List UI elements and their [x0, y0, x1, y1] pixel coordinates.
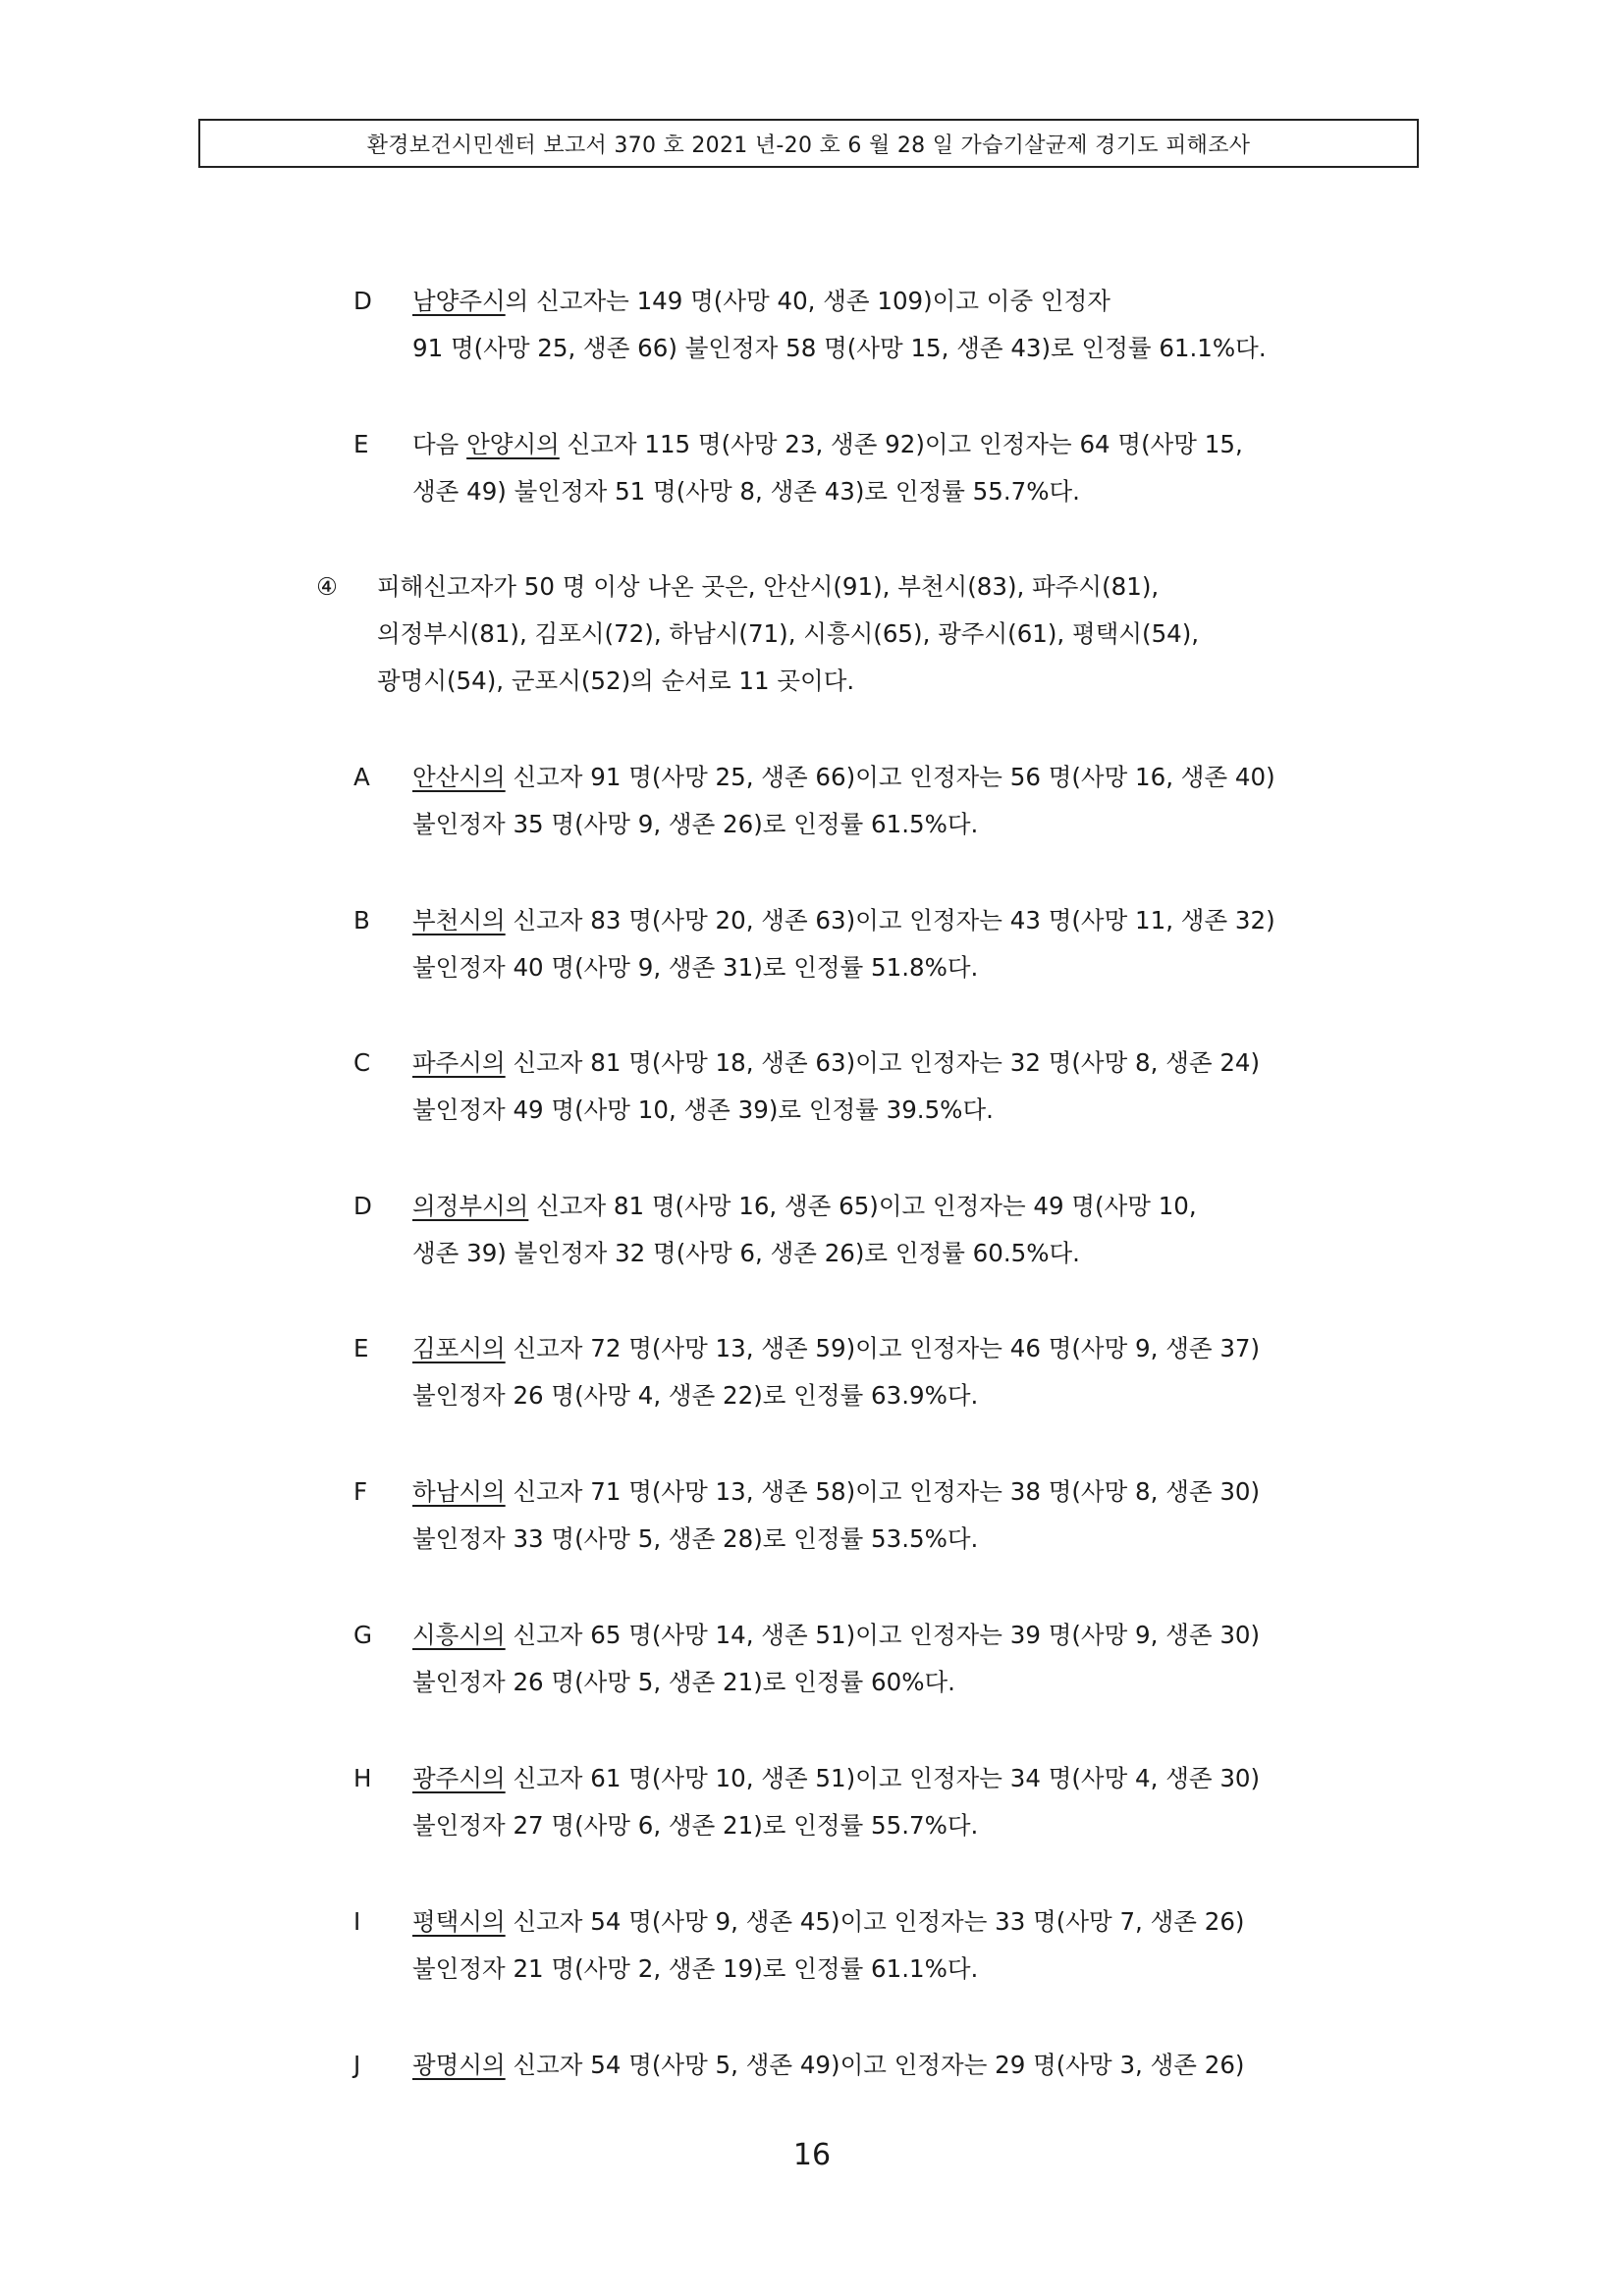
section-text-line: 의정부시(81), 김포시(72), 하남시(71), 시흥시(65), 광주시(61), 평택시(54), — [377, 619, 1200, 648]
city-name: 시흥시의 — [412, 1621, 506, 1649]
item-text: 신고자 91 명(사망 25, 생존 66)이고 인정자는 56 명(사망 16, 생존 40) — [505, 763, 1275, 791]
list-item — [353, 1612, 1434, 1706]
list-item — [353, 1040, 1434, 1134]
city-name: 남양주시 — [412, 287, 506, 315]
item-text-line2: 불인정자 49 명(사망 10, 생존 39)로 인정률 39.5%다. — [412, 1095, 994, 1124]
item-label: J — [353, 2051, 361, 2079]
city-name: 의정부시의 — [412, 1192, 529, 1220]
report-header-text: 환경보건시민센터 보고서 370 호 2021 년-20 호 6 월 28 일 가습기살균제 경기도 피해조사 — [366, 133, 1251, 158]
item-label: H — [353, 1764, 372, 1792]
item-label: C — [353, 1048, 371, 1077]
city-name: 하남시의 — [412, 1477, 506, 1506]
item-label: I — [353, 1907, 361, 1936]
list-item — [353, 421, 1434, 515]
list-item — [353, 754, 1434, 848]
item-text: 신고자 71 명(사망 13, 생존 58)이고 인정자는 38 명(사망 8, 생존 30) — [505, 1477, 1261, 1506]
section-text-line: 광명시(54), 군포시(52)의 순서로 11 곳이다. — [377, 667, 855, 695]
item-label: D — [353, 287, 372, 315]
section-marker: ④ — [316, 572, 338, 601]
item-label: D — [353, 1192, 372, 1220]
item-text: 신고자 81 명(사망 16, 생존 65)이고 인정자는 49 명(사망 10, — [528, 1192, 1197, 1220]
item-text: 의 신고자는 149 명(사망 40, 생존 109)이고 이중 인정자 — [505, 287, 1110, 315]
report-header — [198, 119, 1419, 168]
list-item — [353, 1468, 1434, 1563]
item-label: E — [353, 1334, 369, 1362]
item-text-line2: 불인정자 21 명(사망 2, 생존 19)로 인정률 61.1%다. — [412, 1954, 979, 1983]
item-text-line2: 불인정자 40 명(사망 9, 생존 31)로 인정률 51.8%다. — [412, 953, 979, 982]
item-text-line2: 불인정자 35 명(사망 9, 생존 26)로 인정률 61.5%다. — [412, 810, 979, 838]
item-text-line2: 불인정자 26 명(사망 5, 생존 21)로 인정률 60%다. — [412, 1668, 955, 1696]
section-text-line: 피해신고자가 50 명 이상 나온 곳은, 안산시(91), 부천시(83), 파주시(81), — [377, 572, 1160, 601]
list-item — [353, 897, 1434, 991]
item-text: 신고자 72 명(사망 13, 생존 59)이고 인정자는 46 명(사망 9, 생존 37) — [505, 1334, 1261, 1362]
list-item — [353, 2042, 1434, 2089]
list-item — [353, 1183, 1434, 1277]
item-label: E — [353, 430, 369, 458]
city-name: 안양시의 — [466, 430, 560, 458]
item-prefix: 다음 — [412, 430, 467, 458]
list-item — [353, 278, 1434, 372]
city-name: 평택시의 — [412, 1907, 506, 1936]
item-text: 신고자 54 명(사망 5, 생존 49)이고 인정자는 29 명(사망 3, 생존 26) — [505, 2051, 1245, 2079]
city-name: 안산시의 — [412, 763, 506, 791]
item-text-line2: 불인정자 33 명(사망 5, 생존 28)로 인정률 53.5%다. — [412, 1524, 979, 1553]
item-text: 신고자 83 명(사망 20, 생존 63)이고 인정자는 43 명(사망 11, 생존 32) — [505, 906, 1275, 934]
page-number: 16 — [792, 2138, 832, 2172]
item-label: G — [353, 1621, 372, 1649]
item-text: 신고자 65 명(사망 14, 생존 51)이고 인정자는 39 명(사망 9, 생존 30) — [505, 1621, 1261, 1649]
item-text: 신고자 115 명(사망 23, 생존 92)이고 인정자는 64 명(사망 15, — [559, 430, 1243, 458]
item-text-line2: 생존 39) 불인정자 32 명(사망 6, 생존 26)로 인정률 60.5%다. — [412, 1239, 1080, 1267]
item-text-line2: 생존 49) 불인정자 51 명(사망 8, 생존 43)로 인정률 55.7%다. — [412, 477, 1080, 506]
item-label: F — [353, 1477, 368, 1506]
item-text-line2: 불인정자 27 명(사망 6, 생존 21)로 인정률 55.7%다. — [412, 1811, 979, 1840]
section-4 — [316, 563, 1396, 705]
item-label: B — [353, 906, 370, 934]
city-name: 부천시의 — [412, 906, 506, 934]
item-label: A — [353, 763, 370, 791]
city-name: 파주시의 — [412, 1048, 506, 1077]
list-item — [353, 1755, 1434, 1849]
item-text: 신고자 54 명(사망 9, 생존 45)이고 인정자는 33 명(사망 7, 생존 26) — [505, 1907, 1245, 1936]
item-text: 신고자 81 명(사망 18, 생존 63)이고 인정자는 32 명(사망 8, 생존 24) — [505, 1048, 1261, 1077]
list-item — [353, 1325, 1434, 1419]
item-text: 신고자 61 명(사망 10, 생존 51)이고 인정자는 34 명(사망 4, 생존 30) — [505, 1764, 1261, 1792]
list-item — [353, 1898, 1434, 1993]
city-name: 광주시의 — [412, 1764, 506, 1792]
item-text-line2: 91 명(사망 25, 생존 66) 불인정자 58 명(사망 15, 생존 43)로 인정률 61.1%다. — [412, 334, 1267, 362]
city-name: 광명시의 — [412, 2051, 506, 2079]
item-text-line2: 불인정자 26 명(사망 4, 생존 22)로 인정률 63.9%다. — [412, 1381, 979, 1410]
city-name: 김포시의 — [412, 1334, 506, 1362]
